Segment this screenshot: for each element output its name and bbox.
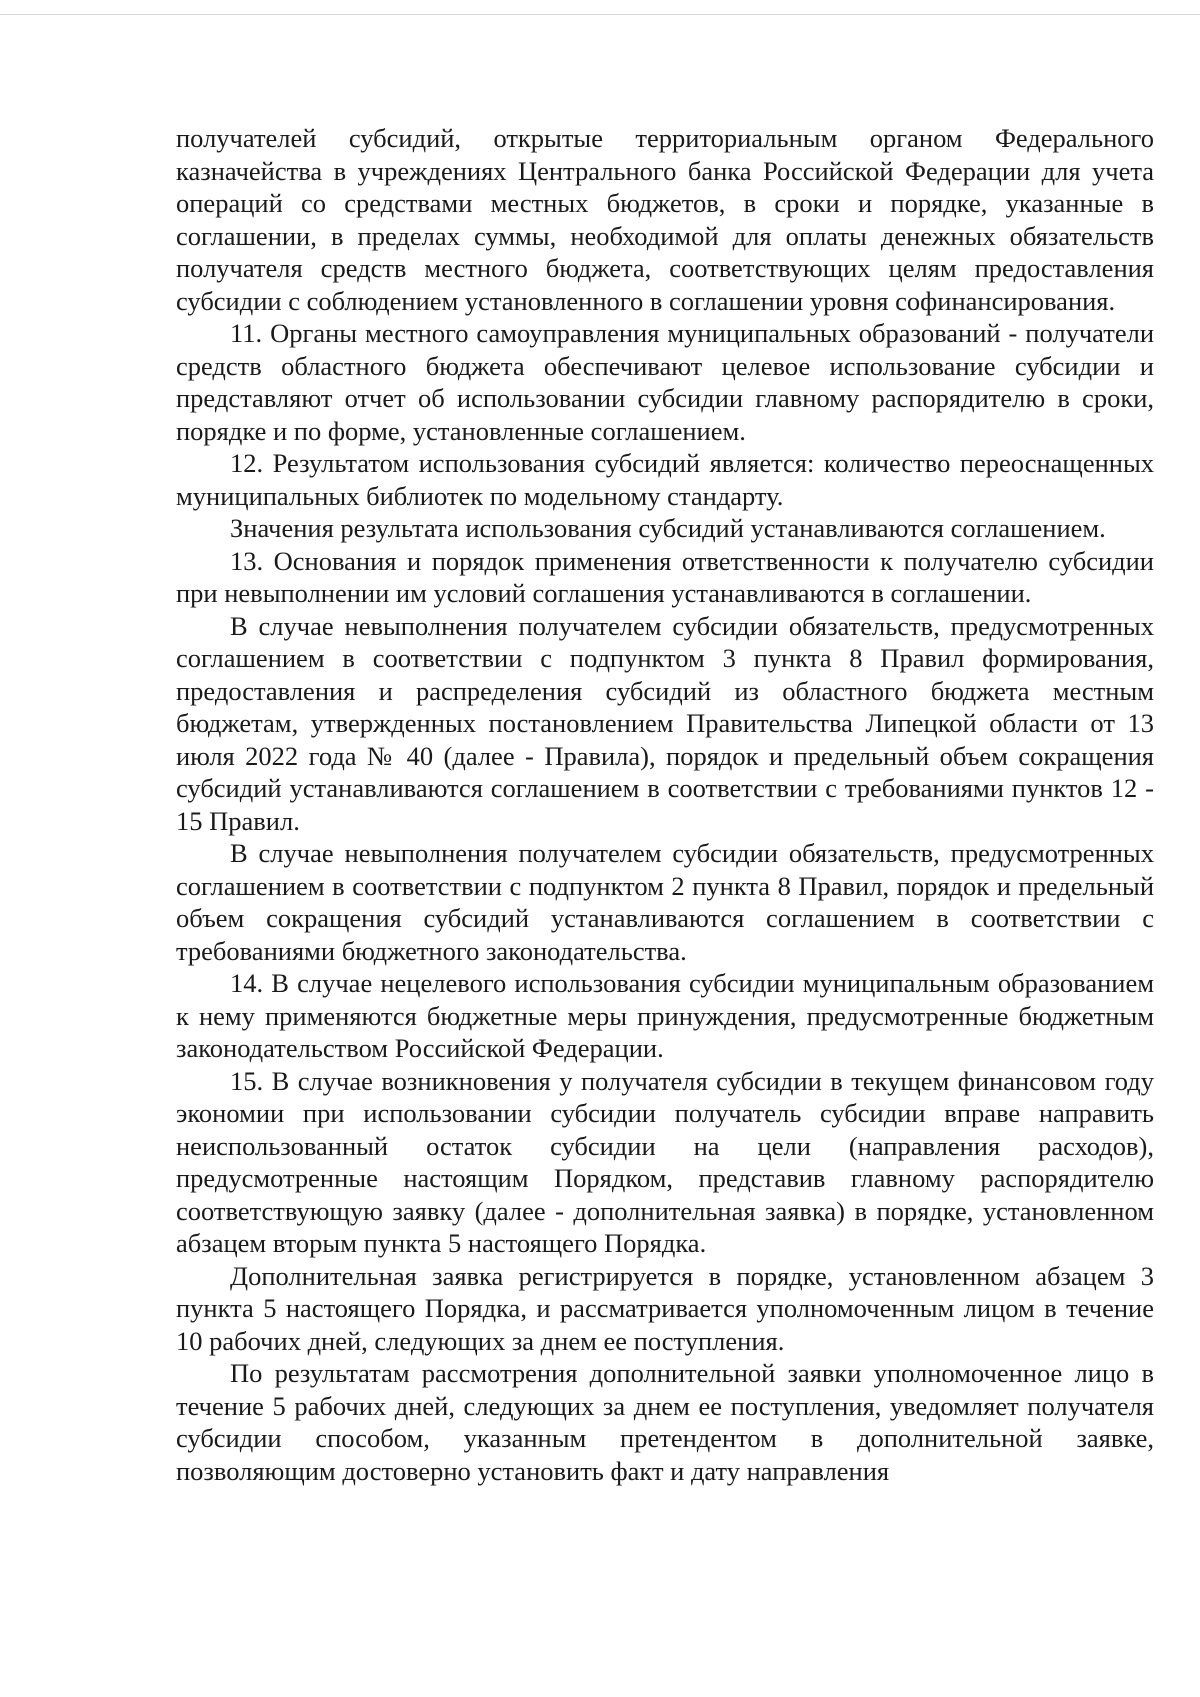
paragraph-continuation: получателей субсидий, открытые территориальным органом Федерального казначейства в учреждениях Центрального банка Российской Федерации для учета операций со средствами местных бюджетов, в сроки и порядке, указанные в соглашении, в пределах суммы, необходимой для оплаты денежных обязательств получателя средств местного бюджета, соответствующих целям предоставления субсидии с соблюдением установленного в соглашении уровня софинансирования. — [176, 123, 1154, 316]
paragraph-item-13-case-2: В случае невыполнения получателем субсидии обязательств, предусмотренных соглашением в соответствии с подпунктом 2 пункта 8 Правил, порядок и предельный объем сокращения субсидий устанавливаются соглашением в соответствии с требованиями бюджетного законодательства. — [176, 838, 1154, 966]
paragraph-item-15-registration: Дополнительная заявка регистрируется в порядке, установленном абзацем 3 пункта 5 настоящего Порядка, и рассматривается уполномоченным лицом в течение 10 рабочих дней, следующих за днем ее поступления. — [176, 1260, 1154, 1356]
paragraph-item-13: 13. Основания и порядок применения ответственности к получателю субсидии при невыполнении им условий соглашения устанавливаются в соглашении. — [176, 545, 1154, 608]
page-top-edge — [0, 14, 1200, 15]
paragraph-item-14: 14. В случае нецелевого использования субсидии муниципальным образованием к нему применяются бюджетные меры принуждения, предусмотренные бюджетным законодательством Российской Федерации. — [176, 968, 1154, 1063]
paragraph-item-15: 15. В случае возникновения у получателя субсидии в текущем финансовом году экономии при использовании субсидии получатель субсидии вправе направить неиспользованный остаток субсидии на цели (направления расходов), предусмотренные настоящим Порядком, представив главному распорядителю соответствующую заявку (далее - дополнительная заявка) в порядке, установленном абзацем вторым пункта 5 настоящего Порядка. — [176, 1065, 1154, 1258]
paragraph-item-15-notification: По результатам рассмотрения дополнительной заявки уполномоченное лицо в течение 5 рабочих дней, следующих за днем ее поступления, уведомляет получателя субсидии способом, указанным претендентом в дополнительной заявке, позволяющим достоверно установить факт и дату направления — [176, 1358, 1154, 1486]
paragraph-item-12-values: Значения результата использования субсидий устанавливаются соглашением. — [230, 513, 1106, 543]
document-body — [176, 122, 1154, 1487]
paragraph-item-13-case-3: В случае невыполнения получателем субсидии обязательств, предусмотренных соглашением в соответствии с подпунктом 3 пункта 8 Правил формирования, предоставления и распределения субсидий из областного бюджета местным бюджетам, утвержденных постановлением Правительства Липецкой области от 13 июля 2022 года № 40 (далее - Правила), порядок и предельный объем сокращения субсидий устанавливаются соглашением в соответствии с требованиями пунктов 12 - 15 Правил. — [176, 610, 1154, 836]
paragraph-item-11: 11. Органы местного самоуправления муниципальных образований - получатели средств областного бюджета обеспечивают целевое использование субсидии и представляют отчет об использовании субсидии главному распорядителю в сроки, порядке и по форме, установленные соглашением. — [176, 318, 1154, 446]
paragraph-item-12: 12. Результатом использования субсидий является: количество переоснащенных муниципальных библиотек по модельному стандарту. — [176, 448, 1154, 511]
